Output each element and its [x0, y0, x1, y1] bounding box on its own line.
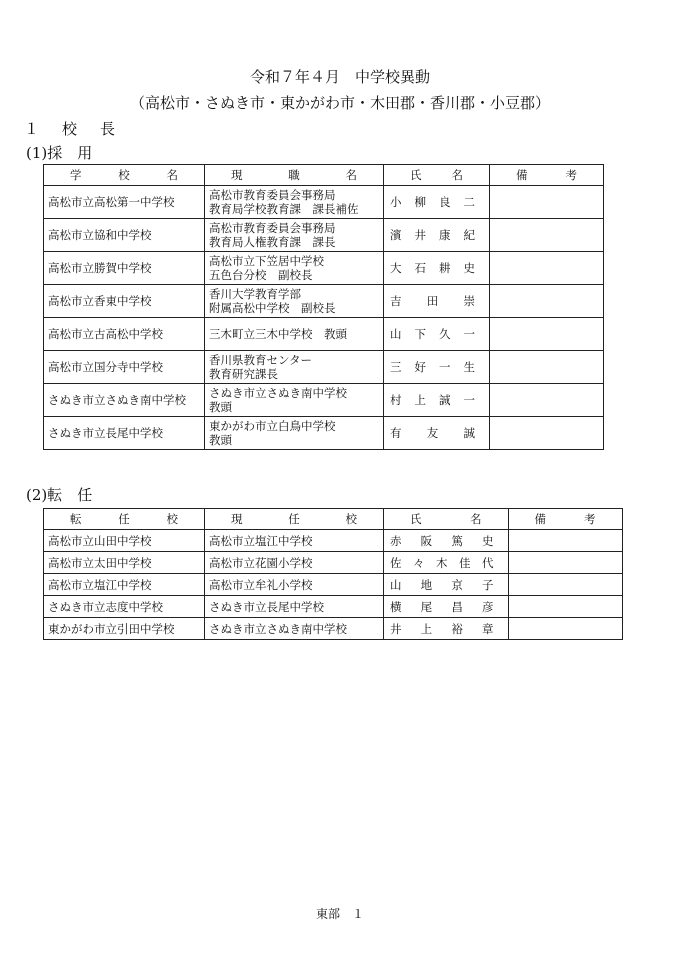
appointment-table — [43, 164, 604, 450]
current-post-line: 教頭 — [209, 400, 232, 414]
table-row — [44, 618, 623, 640]
current-school-cell: 高松市立塩江中学校 — [205, 530, 384, 552]
name-cell: 赤 阪 篤 史 — [384, 530, 509, 552]
note-cell — [490, 351, 604, 384]
table-row — [44, 417, 604, 450]
table-row — [44, 219, 604, 252]
table-row — [44, 552, 623, 574]
name-cell: 山 地 京 子 — [384, 574, 509, 596]
current-post-line: 教頭 — [209, 433, 232, 447]
name-cell: 濱 井 康 紀 — [384, 219, 490, 252]
transfer-school-cell: さぬき市立志度中学校 — [44, 596, 205, 618]
current-post-line: 教育研究課長 — [209, 367, 278, 381]
page-footer: 東部 １ — [315, 907, 364, 921]
current-post-cell — [205, 186, 384, 219]
header-name: 氏 名 — [384, 165, 490, 186]
table-row — [44, 384, 604, 417]
name-cell: 有 友 誠 — [384, 417, 490, 450]
note-cell — [490, 252, 604, 285]
current-post-cell — [205, 285, 384, 318]
table-row — [44, 186, 604, 219]
current-school-cell: さぬき市立さぬき南中学校 — [205, 618, 384, 640]
current-post-cell — [205, 417, 384, 450]
current-school-cell: 高松市立花園小学校 — [205, 552, 384, 574]
note-cell — [490, 186, 604, 219]
current-post-line: 高松市立下笠居中学校 — [209, 254, 324, 268]
current-post-line: 香川大学教育学部 — [209, 287, 301, 301]
school-cell: さぬき市立さぬき南中学校 — [44, 384, 205, 417]
name-cell: 井 上 裕 章 — [384, 618, 509, 640]
note-cell — [490, 318, 604, 351]
school-cell: 高松市立勝賀中学校 — [44, 252, 205, 285]
transfer-heading: (2)転 任 — [26, 486, 93, 504]
document-subtitle: （高松市・さぬき市・東かがわ市・木田郡・香川郡・小豆郡） — [129, 94, 550, 112]
transfer-school-cell: 高松市立塩江中学校 — [44, 574, 205, 596]
name-cell: 佐 々 木 佳 代 — [384, 552, 509, 574]
table-row — [44, 574, 623, 596]
header-note: 備 考 — [490, 165, 604, 186]
current-post-line: 三木町立三木中学校 教頭 — [209, 327, 347, 341]
table-row — [44, 252, 604, 285]
school-cell: 高松市立国分寺中学校 — [44, 351, 205, 384]
current-post-line: 教育局学校教育課 課長補佐 — [209, 202, 359, 216]
current-post-line: さぬき市立さぬき南中学校 — [209, 386, 347, 400]
header-current-school: 現 任 校 — [205, 509, 384, 530]
current-post-cell — [205, 252, 384, 285]
school-cell: 高松市立古高松中学校 — [44, 318, 205, 351]
name-cell: 小 柳 良 二 — [384, 186, 490, 219]
name-cell: 大 石 耕 史 — [384, 252, 490, 285]
section-heading: １ 校 長 — [24, 120, 120, 138]
table-row — [44, 285, 604, 318]
current-post-cell — [205, 219, 384, 252]
current-post-line: 教育局人権教育課 課長 — [209, 235, 336, 249]
note-cell — [508, 618, 622, 640]
current-post-line: 東かがわ市立白鳥中学校 — [209, 419, 336, 433]
note-cell — [490, 384, 604, 417]
school-cell: さぬき市立長尾中学校 — [44, 417, 205, 450]
current-post-cell — [205, 318, 384, 351]
table-row — [44, 351, 604, 384]
school-cell: 高松市立高松第一中学校 — [44, 186, 205, 219]
appointment-heading: (1)採 用 — [26, 144, 93, 162]
note-cell — [490, 285, 604, 318]
current-school-cell: 高松市立牟礼小学校 — [205, 574, 384, 596]
name-cell: 吉 田 崇 — [384, 285, 490, 318]
name-cell: 三 好 一 生 — [384, 351, 490, 384]
header-current-post: 現 職 名 — [205, 165, 384, 186]
table-header-row — [44, 165, 604, 186]
header-transfer-school: 転 任 校 — [44, 509, 205, 530]
name-cell: 横 尾 昌 彦 — [384, 596, 509, 618]
current-post-line: 高松市教育委員会事務局 — [209, 221, 336, 235]
table-header-row — [44, 509, 623, 530]
document-title: 令和７年４月 中学校異動 — [249, 68, 430, 86]
transfer-table — [43, 508, 623, 640]
current-post-line: 附属高松中学校 副校長 — [209, 301, 336, 315]
header-note: 備 考 — [508, 509, 622, 530]
current-post-line: 香川県教育センター — [209, 353, 313, 367]
note-cell — [508, 596, 622, 618]
school-cell: 高松市立協和中学校 — [44, 219, 205, 252]
name-cell: 山 下 久 一 — [384, 318, 490, 351]
note-cell — [490, 417, 604, 450]
note-cell — [508, 552, 622, 574]
current-school-cell: さぬき市立長尾中学校 — [205, 596, 384, 618]
note-cell — [508, 574, 622, 596]
table-row — [44, 318, 604, 351]
school-cell: 高松市立香東中学校 — [44, 285, 205, 318]
current-post-line: 五色台分校 副校長 — [209, 268, 313, 282]
table-row — [44, 530, 623, 552]
note-cell — [490, 219, 604, 252]
transfer-school-cell: 高松市立山田中学校 — [44, 530, 205, 552]
current-post-cell — [205, 351, 384, 384]
note-cell — [508, 530, 622, 552]
table-row — [44, 596, 623, 618]
header-school: 学 校 名 — [44, 165, 205, 186]
transfer-school-cell: 高松市立太田中学校 — [44, 552, 205, 574]
transfer-school-cell: 東かがわ市立引田中学校 — [44, 618, 205, 640]
current-post-line: 高松市教育委員会事務局 — [209, 188, 336, 202]
name-cell: 村 上 誠 一 — [384, 384, 490, 417]
current-post-cell — [205, 384, 384, 417]
header-name: 氏 名 — [384, 509, 509, 530]
